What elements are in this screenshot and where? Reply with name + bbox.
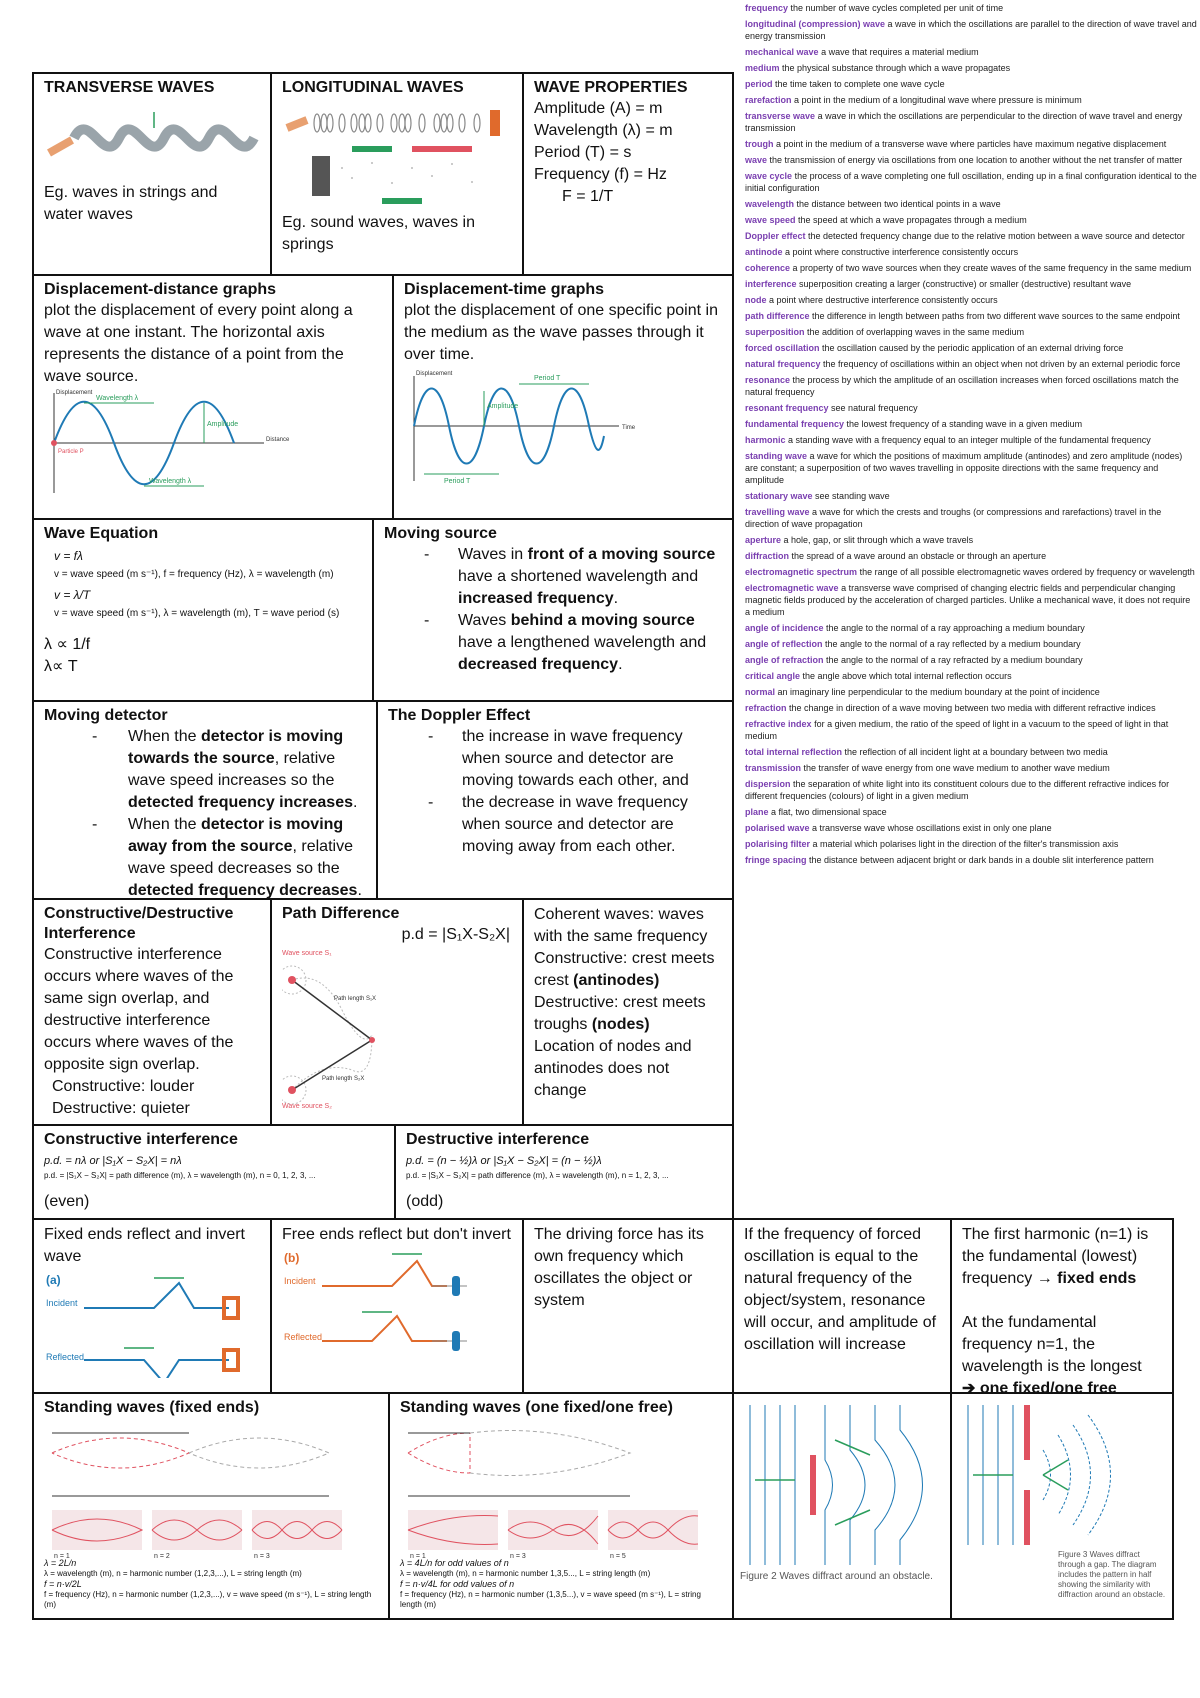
property-period: Period (T) = s: [534, 144, 632, 161]
coherent-location: Location of nodes and antinodes does not change: [534, 1038, 692, 1099]
displacement-distance-cell: [32, 274, 394, 520]
moving-source-front: - Waves in front of a moving source have a shortened wavelength and increased frequency.: [384, 544, 722, 610]
glossary-entry: [745, 702, 1197, 714]
doppler-decrease: - the decrease in wave frequency when source and detector are moving away from each other.: [388, 792, 722, 858]
dd-text: plot the displacement of every point along a wave at one instant. The horizontal axis represents the distance of a point from the wave source.: [44, 302, 353, 385]
glossary-definition: the physical substance through which a wave propagates: [782, 63, 1011, 73]
glossary-entry: [745, 110, 1197, 134]
glossary-entry: [745, 374, 1197, 398]
path-diff-p2: Path length S₂X: [322, 1076, 365, 1082]
glossary-entry: [745, 806, 1197, 818]
harmonic-fundamental: At the fundamental frequency n=1, the wavelength is the longest: [962, 1314, 1142, 1375]
sw-free-formula-1: λ = 4L/n for odd values of n: [400, 1558, 509, 1568]
dd-x-label: Distance: [266, 437, 290, 443]
glossary-term: rarefaction: [745, 95, 792, 105]
glossary-term: angle of refraction: [745, 655, 824, 665]
free-ends-reflected: Reflected: [284, 1332, 323, 1342]
glossary-term: superposition: [745, 327, 805, 337]
glossary-term: node: [745, 295, 767, 305]
dd-title: Displacement-distance graphs: [44, 281, 277, 298]
glossary-definition: the angle to the normal of a ray reflected by a medium boundary: [825, 639, 1081, 649]
interference-destructive: Destructive: quieter: [52, 1100, 190, 1117]
glossary-entry: [745, 854, 1197, 866]
glossary-entry: [745, 230, 1197, 242]
glossary-entry: [745, 778, 1197, 802]
sw-free-def-1: λ = wavelength (m), n = harmonic number 1,3,5..., L = string length (m): [400, 1569, 651, 1578]
moving-source-behind: - Waves behind a moving source have a lengthened wavelength and decreased frequency.: [384, 610, 722, 676]
glossary-definition: the difference in length between paths from two different wave sources to the same endpoint: [812, 311, 1180, 321]
sw-free-n1: n = 1: [410, 1553, 426, 1558]
glossary-term: travelling wave: [745, 507, 810, 517]
glossary-definition: the process of a wave completing one full oscillation, ending up in a final configuration identical to the initial configuration: [745, 171, 1197, 193]
path-diff-formula: p.d = |S₁X-S₂X|: [401, 926, 510, 943]
glossary-definition: the lowest frequency of a standing wave in a given medium: [846, 419, 1083, 429]
path-difference-cell: [270, 898, 524, 1126]
sw-free-title: Standing waves (one fixed/one free): [400, 1399, 673, 1416]
glossary-entry: [745, 46, 1197, 58]
harmonic-first: The first harmonic (n=1) is the fundamental (lowest) frequency → fixed ends: [962, 1226, 1149, 1287]
glossary-term: electromagnetic spectrum: [745, 567, 858, 577]
fixed-ends-title: Fixed ends reflect and invert wave: [44, 1226, 245, 1265]
fixed-ends-tag: (a): [46, 1273, 61, 1287]
sw-fixed-diagram: [44, 1418, 379, 1558]
standing-free-cell: [388, 1392, 734, 1620]
sw-free-n5: n = 5: [610, 1553, 626, 1558]
glossary-entry: [745, 18, 1197, 42]
free-ends-diagram: [282, 1246, 512, 1361]
glossary-entry: [745, 342, 1197, 354]
glossary-term: angle of incidence: [745, 623, 824, 633]
destructive-def: p.d. = |S₁X − S₂X| = path difference (m), λ = wavelength (m), n = 1, 2, 3, ...: [406, 1171, 669, 1180]
glossary-term: dispersion: [745, 779, 791, 789]
glossary-definition: a hole, gap, or slit through which a wave travels: [783, 535, 974, 545]
glossary-definition: the range of all possible electromagnetic waves ordered by frequency or wavelength: [859, 567, 1195, 577]
glossary-entry: [745, 154, 1197, 166]
glossary-term: trough: [745, 139, 774, 149]
glossary-definition: the spread of a wave around an obstacle or through an aperture: [791, 551, 1047, 561]
fig3-caption: Figure 3 Waves diffract through a gap. The diagram includes the pattern in half showing the similarity with diffraction around an obstacle.: [1058, 1550, 1166, 1599]
glossary-entry: [745, 838, 1197, 850]
glossary-definition: the change in direction of a wave moving between two media with different refractive indices: [789, 703, 1156, 713]
diffraction-gap-diagram: [958, 1400, 1168, 1550]
longitudinal-wave-diagram: [282, 98, 512, 208]
glossary-term: natural frequency: [745, 359, 821, 369]
glossary-definition: an imaginary line perpendicular to the medium boundary at the point of incidence: [777, 687, 1100, 697]
glossary-definition: a material which polarises light in the direction of the filter's transmission axis: [812, 839, 1119, 849]
glossary-entry: [745, 418, 1197, 430]
diffraction-obstacle-cell: [732, 1392, 952, 1620]
dt-x-label: Time: [622, 425, 636, 431]
glossary-definition: a wave in which the oscillations are perpendicular to the direction of wave travel and energy transmission: [745, 111, 1183, 133]
sw-fixed-n2: n = 2: [154, 1553, 170, 1558]
glossary-entry: [745, 326, 1197, 338]
glossary-definition: for a given medium, the ratio of the speed of light in a vacuum to the speed of light in that medium: [745, 719, 1169, 741]
dd-graph: [44, 388, 294, 498]
glossary-definition: the time taken to complete one wave cycle: [775, 79, 945, 89]
glossary-term: path difference: [745, 311, 810, 321]
interference-text: Constructive interference occurs where waves of the same sign overlap, and destructive interference occurs where waves of the opposite sign overlap.: [44, 946, 234, 1073]
glossary-definition: a wave that requires a material medium: [821, 47, 979, 57]
interference-title-1: Constructive/Destructive: [44, 905, 234, 922]
glossary-entry: [745, 62, 1197, 74]
fixed-ends-diagram: [44, 1268, 264, 1378]
constructive-title: Constructive interference: [44, 1131, 238, 1148]
glossary-entry: [745, 246, 1197, 258]
glossary-entry: [745, 718, 1197, 742]
glossary-entry: [745, 450, 1197, 486]
wave-eq-prop-2: λ∝ T: [44, 658, 78, 675]
glossary-entry: [745, 310, 1197, 322]
constructive-interference-cell: [32, 1124, 396, 1220]
dd-amplitude: Amplitude: [207, 421, 239, 428]
glossary-definition: a wave in which the oscillations are parallel to the direction of wave travel and energy transmission: [745, 19, 1197, 41]
property-f-formula: F = 1/T: [562, 188, 614, 205]
glossary-definition: a flat, two dimensional space: [771, 807, 887, 817]
path-diff-diagram: [282, 940, 512, 1110]
fixed-ends-reflected: Reflected: [46, 1352, 85, 1362]
glossary-term: Doppler effect: [745, 231, 806, 241]
diffraction-gap-cell: [950, 1392, 1174, 1620]
dt-period-top: Period T: [534, 375, 561, 382]
glossary-term: fundamental frequency: [745, 419, 845, 429]
glossary-term: plane: [745, 807, 769, 817]
property-frequency: Frequency (f) = Hz: [534, 166, 667, 183]
glossary-entry: [745, 822, 1197, 834]
glossary-entry: [745, 198, 1197, 210]
sw-free-diagram: [400, 1418, 725, 1558]
doppler-effect-cell: [376, 700, 734, 900]
driving-force-text: The driving force has its own frequency which oscillates the object or system: [534, 1226, 704, 1309]
glossary-definition: superposition creating a larger (constructive) or smaller (destructive) resultant wave: [799, 279, 1132, 289]
glossary-entry: [745, 746, 1197, 758]
glossary-term: coherence: [745, 263, 791, 273]
wave-properties-cell: [522, 72, 734, 276]
glossary-definition: see natural frequency: [831, 403, 918, 413]
glossary-entry: [745, 638, 1197, 650]
glossary-entry: [745, 686, 1197, 698]
glossary-definition: see standing wave: [815, 491, 890, 501]
dt-title: Displacement-time graphs: [404, 281, 605, 298]
harmonic-free: ➔ one fixed/one free: [962, 1380, 1117, 1394]
sw-fixed-def-2: f = frequency (Hz), n = harmonic number (1,2,3,...), v = wave speed (m s⁻¹), L = string length (m): [44, 1590, 372, 1609]
glossary-term: wavelength: [745, 199, 795, 209]
transverse-example: Eg. waves in strings and water waves: [44, 184, 218, 223]
glossary-definition: the frequency of oscillations within an object when not driven by an external periodic force: [823, 359, 1181, 369]
glossary-definition: the oscillation caused by the periodic application of an external driving force: [822, 343, 1124, 353]
glossary-term: wave: [745, 155, 768, 165]
dt-period-bottom: Period T: [444, 478, 471, 485]
fig2-caption: Figure 2 Waves diffract around an obstacle.: [740, 1571, 933, 1582]
displacement-time-cell: [392, 274, 734, 520]
glossary-entry: [745, 78, 1197, 90]
glossary-entry: [745, 402, 1197, 414]
moving-source-title: Moving source: [384, 525, 497, 542]
sw-fixed-def-1: λ = wavelength (m), n = harmonic number (1,2,3,...), L = string length (m): [44, 1569, 302, 1578]
sw-fixed-n1: n = 1: [54, 1553, 70, 1558]
glossary-definition: a point in the medium of a longitudinal wave where pressure is minimum: [794, 95, 1082, 105]
glossary-definition: the angle to the normal of a ray refracted by a medium boundary: [826, 655, 1083, 665]
glossary-definition: a wave for which the crests and troughs (or compressions and rarefactions) travel in the direction of wave propagation: [745, 507, 1162, 529]
property-amplitude: Amplitude (A) = m: [534, 100, 663, 117]
glossary-definition: the process by which the amplitude of an oscillation increases when forced oscillations match the natural frequency: [745, 375, 1179, 397]
glossary: [745, 2, 1197, 870]
path-diff-s1: Wave source S₁: [282, 950, 332, 957]
dd-wavelength-top: Wavelength λ: [96, 395, 139, 402]
glossary-definition: the distance between two identical points in a wave: [796, 199, 1001, 209]
glossary-entry: [745, 2, 1197, 14]
free-ends-title: Free ends reflect but don't invert: [282, 1226, 511, 1243]
glossary-entry: [745, 170, 1197, 194]
glossary-definition: the distance between adjacent bright or dark bands in a double slit interference pattern: [809, 855, 1154, 865]
glossary-definition: the detected frequency change due to the relative motion between a wave source and detector: [808, 231, 1185, 241]
glossary-term: normal: [745, 687, 776, 697]
wave-eq-def-1: v = wave speed (m s⁻¹), f = frequency (Hz), λ = wavelength (m): [54, 569, 334, 580]
glossary-definition: the number of wave cycles completed per unit of time: [790, 3, 1004, 13]
glossary-entry: [745, 358, 1197, 370]
glossary-definition: a transverse wave whose oscillations exist in only one plane: [812, 823, 1052, 833]
longitudinal-title: LONGITUDINAL WAVES: [282, 79, 464, 96]
free-ends-tag: (b): [284, 1251, 300, 1265]
glossary-entry: [745, 566, 1197, 578]
wave-equation-cell: [32, 518, 374, 702]
free-ends-cell: [270, 1218, 524, 1394]
glossary-definition: the angle above which total internal reflection occurs: [802, 671, 1012, 681]
destructive-note: (odd): [406, 1193, 444, 1210]
glossary-term: interference: [745, 279, 797, 289]
glossary-term: antinode: [745, 247, 783, 257]
glossary-definition: the angle to the normal of a ray approaching a medium boundary: [826, 623, 1085, 633]
dt-y-label: Displacement: [416, 371, 453, 377]
glossary-term: refraction: [745, 703, 787, 713]
property-wavelength: Wavelength (λ) = m: [534, 122, 673, 139]
glossary-term: total internal reflection: [745, 747, 843, 757]
fixed-ends-incident: Incident: [46, 1298, 78, 1308]
glossary-definition: the separation of white light into its constituent colours due to the different refractive indices for different frequencies (colours) of light in a given medium: [745, 779, 1170, 801]
doppler-title: The Doppler Effect: [388, 707, 531, 724]
diffraction-obstacle-diagram: [740, 1400, 945, 1570]
glossary-definition: a transverse wave comprised of changing electric fields and perpendicular changing magnetic fields produced by the acceleration of charged particles. Unlike a mechanical wave, it does not require a medium: [745, 583, 1191, 617]
dt-amplitude: Amplitude: [487, 403, 519, 410]
coherent-def: Coherent waves: waves with the same frequency: [534, 906, 708, 945]
glossary-definition: a point in the medium of a transverse wave where particles have maximum negative displacement: [776, 139, 1167, 149]
glossary-term: resonance: [745, 375, 791, 385]
transverse-title: TRANSVERSE WAVES: [44, 79, 215, 96]
glossary-term: standing wave: [745, 451, 808, 461]
glossary-definition: the addition of overlapping waves in the same medium: [807, 327, 1025, 337]
glossary-definition: the transmission of energy via oscillations from one location to another without the net transfer of matter: [769, 155, 1183, 165]
destructive-formula: p.d. = (n − ½)λ or |S₁X − S₂X| = (n − ½)λ: [406, 1155, 602, 1167]
longitudinal-waves-cell: [270, 72, 524, 276]
harmonic-cell: [950, 1218, 1174, 1394]
glossary-term: refractive index: [745, 719, 812, 729]
glossary-definition: a point where constructive interference consistently occurs: [785, 247, 1019, 257]
glossary-entry: [745, 94, 1197, 106]
glossary-definition: the transfer of wave energy from one wave medium to another wave medium: [803, 763, 1110, 773]
wave-eq-1: v = fλ: [54, 549, 83, 563]
destructive-interference-cell: [394, 1124, 734, 1220]
coherent-destructive: Destructive: crest meets troughs (nodes): [534, 994, 706, 1033]
glossary-entry: [745, 762, 1197, 774]
transverse-wave-diagram: [44, 98, 259, 168]
glossary-term: diffraction: [745, 551, 789, 561]
glossary-term: aperture: [745, 535, 782, 545]
interference-cell: [32, 898, 272, 1126]
glossary-entry: [745, 490, 1197, 502]
path-diff-s2: Wave source S₂: [282, 1103, 332, 1110]
dd-point: Particle P: [58, 449, 84, 455]
path-diff-p1: Path length S₁X: [334, 996, 377, 1002]
detector-away: - When the detector is moving away from the source, relative wave speed decreases so the detected frequency decreases.: [44, 814, 366, 900]
glossary-term: harmonic: [745, 435, 786, 445]
coherent-cell: [522, 898, 734, 1126]
glossary-term: forced oscillation: [745, 343, 820, 353]
driving-force-cell: [522, 1218, 734, 1394]
glossary-term: wave speed: [745, 215, 796, 225]
dt-graph: [404, 366, 654, 486]
glossary-term: critical angle: [745, 671, 801, 681]
wave-eq-prop-1: λ ∝ 1/f: [44, 636, 91, 653]
standing-fixed-cell: [32, 1392, 390, 1620]
resonance-cell: [732, 1218, 952, 1394]
wave-eq-title: Wave Equation: [44, 525, 159, 542]
sw-fixed-n3: n = 3: [254, 1553, 270, 1558]
dd-y-label: Displacement: [56, 390, 93, 396]
glossary-term: electromagnetic wave: [745, 583, 839, 593]
glossary-term: frequency: [745, 3, 789, 13]
sw-fixed-formula-2: f = n·v/2L: [44, 1579, 82, 1589]
longitudinal-example: Eg. sound waves, waves in springs: [282, 214, 475, 253]
glossary-term: medium: [745, 63, 780, 73]
glossary-term: stationary wave: [745, 491, 813, 501]
transverse-waves-cell: [32, 72, 272, 276]
glossary-entry: [745, 506, 1197, 530]
glossary-entry: [745, 582, 1197, 618]
glossary-entry: [745, 654, 1197, 666]
moving-detector-cell: [32, 700, 378, 900]
glossary-term: polarised wave: [745, 823, 810, 833]
fixed-ends-cell: [32, 1218, 272, 1394]
glossary-entry: [745, 550, 1197, 562]
sw-fixed-formula-1: λ = 2L/n: [44, 1558, 77, 1568]
wave-eq-2: v = λ/T: [54, 588, 91, 602]
moving-source-cell: [372, 518, 734, 702]
destructive-title: Destructive interference: [406, 1131, 590, 1148]
sw-free-def-2: f = frequency (Hz), n = harmonic number (1,3,5...), v = wave speed (m s⁻¹), L = string length (m): [400, 1590, 701, 1609]
doppler-increase: - the increase in wave frequency when source and detector are moving towards each other, and: [388, 726, 722, 792]
glossary-term: mechanical wave: [745, 47, 819, 57]
glossary-entry: [745, 294, 1197, 306]
glossary-term: angle of reflection: [745, 639, 823, 649]
glossary-definition: a standing wave with a frequency equal to an integer multiple of the fundamental frequency: [788, 435, 1151, 445]
glossary-entry: [745, 434, 1197, 446]
glossary-entry: [745, 262, 1197, 274]
sw-free-n3: n = 3: [510, 1553, 526, 1558]
glossary-entry: [745, 214, 1197, 226]
detector-towards: - When the detector is moving towards the source, relative wave speed increases so the detected frequency increases.: [44, 726, 366, 814]
wave-eq-def-2: v = wave speed (m s⁻¹), λ = wavelength (m), T = wave period (s): [54, 608, 340, 619]
path-diff-title: Path Difference: [282, 905, 400, 922]
moving-detector-title: Moving detector: [44, 707, 168, 724]
glossary-term: fringe spacing: [745, 855, 807, 865]
resonance-text: If the frequency of forced oscillation is equal to the natural frequency of the object/system, resonance will occur, and amplitude of oscillation will increase: [744, 1226, 937, 1353]
constructive-note: (even): [44, 1193, 90, 1210]
interference-constructive: Constructive: louder: [52, 1078, 195, 1095]
interference-title-2: Interference: [44, 925, 136, 942]
dd-wavelength-bottom: Wavelength λ: [149, 478, 192, 485]
glossary-entry: [745, 278, 1197, 290]
glossary-term: period: [745, 79, 773, 89]
dt-text: plot the displacement of one specific point in the medium as the wave passes through it over time.: [404, 302, 718, 363]
glossary-entry: [745, 138, 1197, 150]
glossary-term: polarising filter: [745, 839, 811, 849]
glossary-entry: [745, 622, 1197, 634]
constructive-formula: p.d. = nλ or |S₁X − S₂X| = nλ: [44, 1155, 182, 1167]
glossary-entry: [745, 534, 1197, 546]
free-ends-incident: Incident: [284, 1276, 316, 1286]
sw-free-formula-2: f = n·v/4L for odd values of n: [400, 1579, 515, 1589]
glossary-definition: the reflection of all incident light at a boundary between two media: [844, 747, 1108, 757]
glossary-term: transmission: [745, 763, 802, 773]
sw-fixed-title: Standing waves (fixed ends): [44, 1399, 260, 1416]
glossary-definition: a wave for which the positions of maximum amplitude (antinodes) and zero amplitude (nodes) are constant; a superposition of two waves travelling in opposite directions with the same frequency and amplitude: [745, 451, 1183, 485]
constructive-def: p.d. = |S₁X − S₂X| = path difference (m), λ = wavelength (m), n = 0, 1, 2, 3, ...: [44, 1171, 316, 1180]
glossary-entry: [745, 670, 1197, 682]
glossary-term: transverse wave: [745, 111, 816, 121]
properties-title: WAVE PROPERTIES: [534, 79, 688, 96]
glossary-term: wave cycle: [745, 171, 793, 181]
glossary-term: resonant frequency: [745, 403, 829, 413]
glossary-definition: a point where destructive interference consistently occurs: [769, 295, 998, 305]
glossary-term: longitudinal (compression) wave: [745, 19, 886, 29]
glossary-definition: the speed at which a wave propagates through a medium: [798, 215, 1027, 225]
glossary-definition: a property of two wave sources when they create waves of the same frequency in the same medium: [792, 263, 1192, 273]
coherent-constructive: Constructive: crest meets crest (antinodes): [534, 950, 715, 989]
